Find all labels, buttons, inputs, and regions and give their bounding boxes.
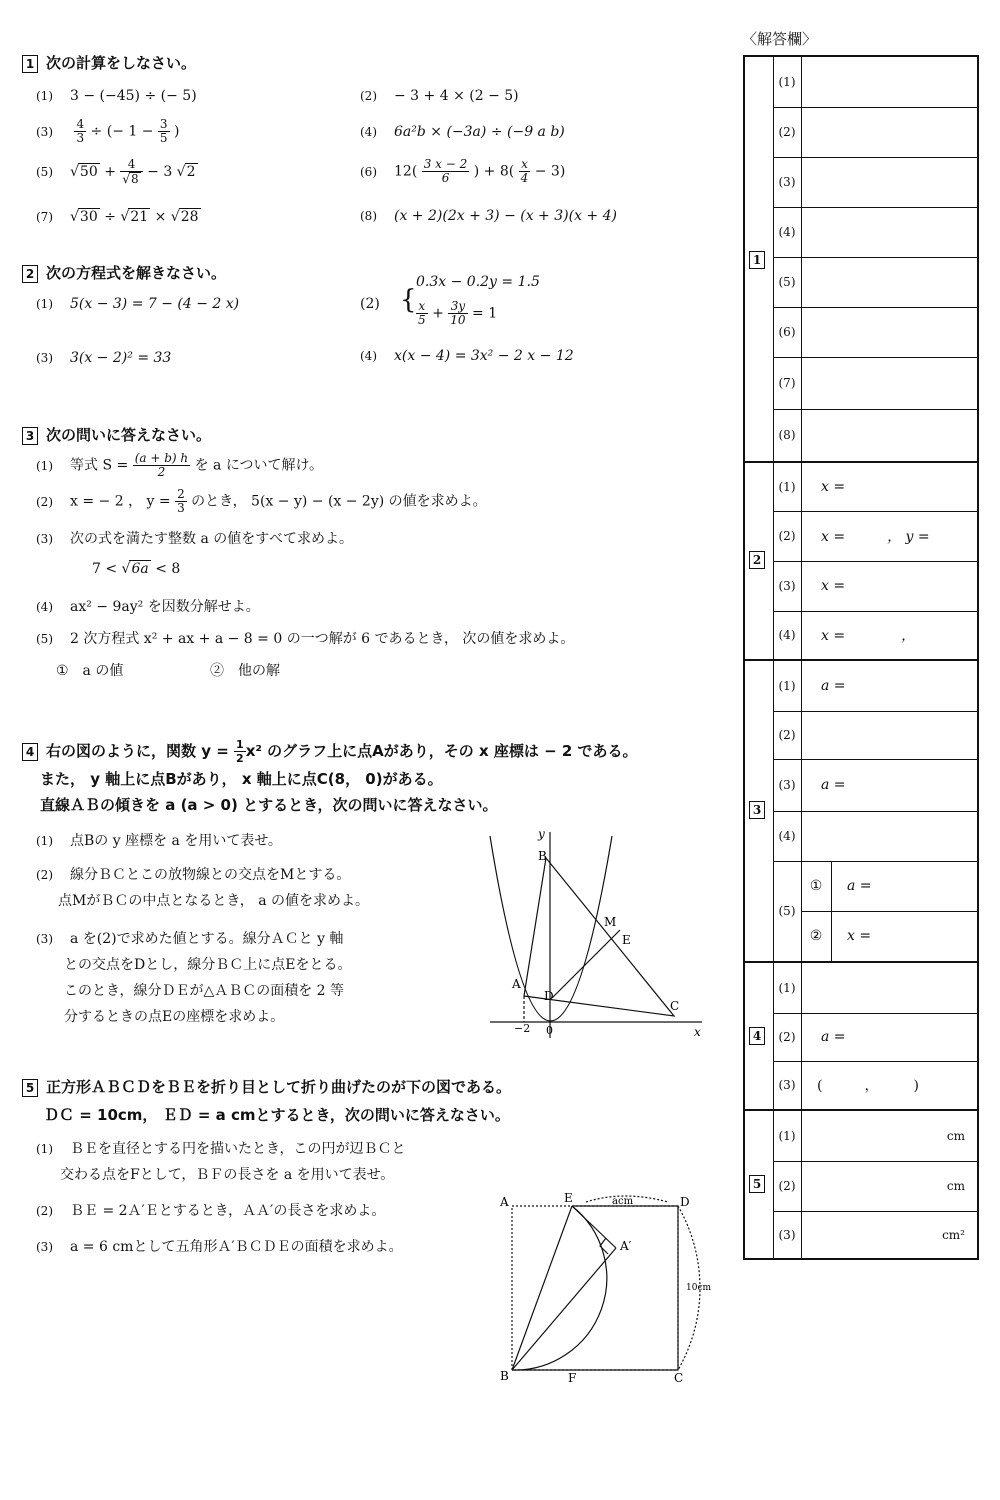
answer-prefix: x = ， — [821, 628, 916, 644]
fraction — [158, 118, 170, 145]
operator: ÷ — [104, 209, 116, 225]
square-edges — [512, 1206, 678, 1370]
answer-block-4 — [745, 963, 977, 1111]
q-number: (5) — [36, 165, 53, 179]
s5-q3 — [36, 1236, 403, 1256]
s1-q2 — [360, 88, 519, 104]
segment-de — [552, 930, 620, 998]
radicand: 8 — [131, 172, 139, 186]
section-3-heading — [22, 424, 211, 445]
q-text: のとき， 5(x − y) − (x − 2y) の値を求めよ。 — [191, 493, 487, 510]
answer-row[interactable] — [773, 257, 977, 308]
row-number: (4) — [778, 628, 796, 642]
fraction — [519, 158, 531, 185]
section-2-heading — [22, 262, 226, 283]
s1-q5: (5) √50 + $\frac{4}{√8}$ − 3 √2 — [36, 157, 196, 186]
s2-q2-number: (2) — [360, 296, 380, 312]
q-number: (1) — [36, 458, 53, 473]
row-number: (1) — [778, 1129, 796, 1143]
label-b: B — [538, 849, 547, 863]
unit-label: cm — [946, 1129, 965, 1143]
s5-line2: ＤＣ = 10cm， ＥＤ = a cmとするとき，次の問いに答えなさい。 — [44, 1106, 510, 1124]
q-number: (1) — [36, 89, 53, 103]
operator: + — [104, 164, 116, 180]
answer-row[interactable] — [773, 57, 977, 108]
answer-row[interactable] — [773, 1111, 977, 1162]
s3-q4 — [36, 596, 260, 616]
answer-row[interactable] — [773, 357, 977, 410]
q-text: < 8 — [155, 561, 181, 577]
q-number: (3) — [36, 351, 53, 365]
s1-q6 — [360, 158, 565, 185]
answer-block-5 — [745, 1111, 977, 1258]
answer-row[interactable] — [773, 611, 977, 659]
row-number: (3) — [778, 1078, 796, 1092]
segment-ba — [512, 1248, 616, 1370]
answer-row[interactable] — [773, 1211, 977, 1258]
s4-q2-line1 — [36, 864, 350, 884]
answer-row-5 — [773, 861, 977, 961]
radicand: 2 — [186, 164, 196, 180]
answer-row[interactable] — [773, 1161, 977, 1212]
answer-block-1 — [745, 57, 977, 463]
s3-q5-choice2: ② 他の解 — [210, 663, 280, 679]
denominator: 10 — [450, 313, 466, 327]
label-origin: 0 — [546, 1024, 553, 1037]
radicand: 6a — [131, 561, 149, 577]
s4-q3-line3: このとき，線分ＤＥが△ＡＢＣの面積を 2 等 — [64, 983, 345, 999]
q-number: (6) — [360, 164, 377, 179]
numerator: (a + b) h — [134, 451, 189, 465]
s4-q3-line2: との交点をDとし，線分ＢＣ上に点Eをとる。 — [64, 957, 352, 973]
section-number-box: 3 — [22, 427, 38, 445]
block-label — [745, 1111, 774, 1258]
numerator: x — [416, 300, 428, 314]
q-text: 5(x − 3) = 7 − (4 − 2 x) — [70, 296, 240, 312]
operator: − 3 — [147, 164, 173, 180]
q-number: (4) — [36, 600, 53, 614]
label-y: y — [538, 827, 545, 841]
denominator: 6 — [441, 171, 450, 185]
answer-row[interactable] — [773, 409, 977, 461]
radicand: 50 — [79, 164, 98, 180]
section-4-heading — [22, 738, 638, 765]
s3-q5 — [36, 628, 574, 648]
q-text: x(x − 4) = 3x² − 2 x − 12 — [394, 348, 574, 364]
q-text: を a について解け。 — [194, 457, 323, 474]
s1-q3 — [36, 118, 179, 145]
q-text: ＢＥを直径とする円を描いたとき，この円が辺ＢＣと — [70, 1141, 406, 1157]
q-text: ÷ (− 1 − — [90, 123, 154, 140]
s2-q3 — [36, 350, 171, 366]
q-text: 等式 S = — [70, 457, 129, 474]
answer-block-2 — [745, 463, 977, 661]
row-number: (2) — [778, 1179, 796, 1193]
q-text: 3 − (−45) ÷ (− 5) — [70, 88, 197, 104]
q-text: 点Bの y 座標を a を用いて表せ。 — [70, 833, 282, 849]
denominator: 2 — [236, 752, 244, 765]
section-text: 右の図のように，関数 y = — [46, 742, 229, 760]
fraction — [448, 300, 467, 327]
denominator: 2 — [157, 465, 166, 479]
answer-row[interactable] — [773, 759, 977, 812]
label-a: A — [512, 977, 521, 991]
row-number: (5) — [778, 904, 796, 918]
label-a-cm: acm — [612, 1196, 634, 1207]
s4-line3: 直線ＡＢの傾きを a (a > 0) とするとき，次の問いに答えなさい。 — [40, 796, 498, 814]
section-title: 正方形ＡＢＣＤをＢＥを折り目として折り曲げたのが下の図である。 — [46, 1078, 512, 1096]
s2-q4 — [360, 348, 574, 364]
numerator: 1 — [236, 738, 244, 751]
answer-prefix: x = — [821, 578, 846, 594]
answer-coordinates: ( ， ) — [817, 1078, 919, 1094]
s4-q1 — [36, 830, 282, 850]
denominator: 5 — [159, 131, 168, 145]
label-e: E — [622, 933, 631, 947]
q-text: ax² − 9ay² を因数分解せよ。 — [70, 599, 260, 615]
section-number-box: 2 — [749, 551, 765, 569]
numerator: 3 — [159, 117, 168, 131]
s2-q2-eq1: 0.3x − 0.2y = 1.5 — [416, 274, 540, 290]
q-text: 3(x − 2)² = 33 — [70, 350, 172, 366]
row-number: (1) — [778, 480, 796, 494]
row-number: (1) — [778, 679, 796, 693]
section-number-box: 4 — [749, 1027, 765, 1045]
numerator: 2 — [177, 487, 185, 501]
row-number: (2) — [778, 529, 796, 543]
fraction — [234, 738, 246, 765]
section-1-heading — [22, 52, 196, 73]
q-text: 6a²b × (−3a) ÷ (−9 a b) — [394, 124, 565, 140]
q-text: ) + 8( — [473, 163, 515, 180]
section-title: 次の計算をしなさい。 — [46, 54, 197, 72]
label-d: D — [544, 989, 554, 1003]
q-text: ＢＥ = 2Ａ′Ｅとするとき，ＡＡ′の長さを求めよ。 — [70, 1203, 386, 1219]
s4-q3-line4: 分するときの点Eの座標を求めよ。 — [64, 1009, 285, 1025]
block-label — [745, 661, 774, 961]
q-number: (1) — [36, 297, 53, 311]
q-text: a を(2)で求めた値とする。線分ＡＣと y 軸 — [70, 931, 344, 947]
answer-prefix: a = — [847, 878, 872, 894]
answer-row[interactable] — [773, 157, 977, 208]
row-number: (3) — [778, 175, 796, 189]
fraction — [175, 488, 187, 515]
numerator: 4 — [120, 158, 142, 172]
q-number: (7) — [36, 210, 53, 224]
section-title: 次の方程式を解きなさい。 — [46, 264, 227, 282]
s4-q2-line2: 点MがＢＣの中点となるとき， a の値を求めよ。 — [58, 893, 370, 909]
operator: × — [154, 209, 167, 225]
section-number-box: 5 — [749, 1175, 765, 1193]
fraction — [422, 158, 470, 185]
s3-q5-choice1: ① a の値 — [56, 663, 124, 679]
q-text: ) — [174, 123, 180, 140]
q-number: (3) — [36, 1240, 53, 1254]
s3-q3-inequality: 7 < √6a < 8 — [92, 561, 181, 577]
q-text: x = − 2 ， y = — [70, 493, 171, 510]
s3-q1 — [36, 452, 323, 479]
row-number: (1) — [778, 75, 796, 89]
q-text: 7 < — [92, 561, 118, 577]
unit-label: cm² — [942, 1227, 965, 1242]
s1-q4 — [360, 124, 565, 140]
q-text: 次の式を満たす整数 a の値をすべて求めよ。 — [70, 531, 353, 547]
denominator: 3 — [177, 501, 185, 515]
operator: + — [432, 305, 444, 322]
choice-1-cell[interactable] — [831, 861, 977, 912]
answer-row[interactable] — [773, 307, 977, 358]
q-text: − 3 + 4 × (2 − 5) — [394, 88, 519, 104]
label-m: M — [604, 915, 617, 929]
row-number: (3) — [778, 579, 796, 593]
answer-sheet — [743, 55, 979, 1260]
answer-row[interactable] — [773, 1061, 977, 1109]
denominator: 3 — [76, 131, 85, 145]
original-square — [512, 1206, 678, 1370]
brace: { — [400, 285, 417, 315]
fraction — [74, 118, 86, 145]
block-label — [745, 57, 774, 461]
q-number: (3) — [36, 532, 53, 546]
row-number: (1) — [778, 981, 796, 995]
answer-row[interactable] — [773, 511, 977, 562]
answer-prefix: a = — [821, 1029, 846, 1045]
q-number: (8) — [360, 209, 377, 223]
block-label — [745, 963, 774, 1109]
q-number: (2) — [36, 868, 53, 882]
denominator: 4 — [520, 171, 529, 185]
q-number: (4) — [360, 125, 377, 139]
s2-q2-eq2 — [416, 300, 497, 327]
row-number: (5) — [778, 275, 796, 289]
s5-q1-line2: 交わる点をFとして，ＢＦの長さを a を用いて表せ。 — [60, 1167, 395, 1183]
answer-prefix: a = — [821, 777, 846, 793]
choice-1-marker: ① — [801, 861, 832, 912]
label-d: D — [680, 1195, 690, 1209]
folded-square-figure — [496, 1190, 716, 1390]
q-text: a = 6 cmとして五角形Ａ′ＢＣＤＥの面積を求めよ。 — [70, 1239, 403, 1255]
section-number-box: 4 — [22, 743, 38, 761]
s3-q3 — [36, 528, 353, 548]
row-number: (2) — [778, 728, 796, 742]
s4-line2: また， y 軸上に点Bがあり， x 軸上に点C(8， 0)がある。 — [40, 770, 443, 788]
q-text: (x + 2)(2x + 3) − (x + 3)(x + 4) — [394, 208, 617, 224]
label-f: F — [568, 1371, 577, 1385]
s5-q2 — [36, 1200, 385, 1220]
answer-row[interactable] — [773, 463, 977, 512]
row-number: (6) — [778, 325, 796, 339]
section-number-box: 3 — [749, 801, 765, 819]
numerator: 3y — [448, 300, 467, 314]
label-minus2: −2 — [514, 1022, 531, 1035]
answer-prefix: x = — [821, 479, 846, 495]
fraction — [120, 158, 142, 186]
numerator: 3 x − 2 — [423, 157, 468, 171]
q-number: (2) — [36, 494, 53, 509]
fraction — [133, 452, 190, 479]
q-text: 線分ＢＣとこの放物線との交点をMとする。 — [70, 867, 351, 883]
numerator: 4 — [76, 117, 85, 131]
answer-block-3 — [745, 661, 977, 963]
label-x: x — [694, 1025, 701, 1039]
row-number: (8) — [778, 428, 796, 442]
row-number: (3) — [778, 778, 796, 792]
answer-row[interactable] — [773, 811, 977, 862]
q-text: = 1 — [472, 305, 498, 322]
answer-sheet-title: 〈解答欄〉 — [742, 30, 818, 48]
fold-line-be — [512, 1206, 572, 1370]
section-number-box: 1 — [749, 251, 765, 269]
answer-row[interactable] — [773, 963, 977, 1014]
s1-q1 — [36, 88, 197, 104]
q-number: (1) — [36, 1142, 53, 1156]
fraction — [416, 300, 428, 327]
row-number: (4) — [778, 225, 796, 239]
label-e: E — [564, 1191, 573, 1205]
label-c: C — [670, 999, 680, 1013]
section-5-heading — [22, 1076, 511, 1097]
q-number: (3) — [36, 932, 53, 946]
row-number: (7) — [778, 376, 796, 390]
label-10cm: 10cm — [686, 1283, 712, 1293]
s1-q7: (7) √30 ÷ √21 × √28 — [36, 209, 199, 225]
answer-row[interactable] — [773, 711, 977, 760]
s1-q8 — [360, 208, 617, 224]
answer-row[interactable] — [773, 661, 977, 712]
radicand: 28 — [180, 209, 199, 225]
q-number: (4) — [360, 349, 377, 363]
label-a-prime: A′ — [620, 1239, 632, 1253]
q-number: (2) — [36, 1204, 53, 1218]
q-number: (2) — [360, 89, 377, 103]
s2-q1 — [36, 296, 239, 312]
section-number-box: 5 — [22, 1079, 38, 1097]
semicircle-arc — [512, 1206, 607, 1370]
choice-2-cell[interactable] — [831, 911, 977, 961]
row-number: (4) — [778, 829, 796, 843]
answer-row[interactable] — [773, 561, 977, 612]
section-text: x² のグラフ上に点Aがあり，その x 座標は − 2 である。 — [245, 742, 638, 760]
answer-row[interactable] — [773, 1013, 977, 1062]
radicand: 30 — [79, 209, 98, 225]
answer-row[interactable] — [773, 107, 977, 158]
q-number: (1) — [36, 834, 53, 848]
label-c: C — [674, 1371, 684, 1385]
radicand: 21 — [130, 209, 149, 225]
section-number-box: 1 — [22, 55, 38, 73]
q-number: (5) — [36, 632, 53, 646]
row-number: (2) — [778, 1030, 796, 1044]
q-number: (3) — [36, 124, 53, 139]
label-b: B — [500, 1369, 509, 1383]
parabola-figure — [480, 826, 710, 1042]
answer-prefix: a = — [821, 678, 846, 694]
unit-label: cm — [946, 1179, 965, 1193]
row-number: (2) — [778, 125, 796, 139]
s4-q3-line1 — [36, 928, 343, 948]
s3-q2 — [36, 488, 487, 515]
q-text: 2 次方程式 x² + ax + a − 8 = 0 の一つ解が 6 であるとき， 次の値を求めよ。 — [70, 631, 575, 647]
answer-prefix: x = — [847, 928, 872, 944]
choice-2-marker: ② — [801, 911, 832, 961]
q-text: − 3) — [534, 163, 566, 180]
row-number: (3) — [778, 1227, 796, 1242]
numerator: x — [519, 158, 531, 172]
answer-row[interactable] — [773, 207, 977, 258]
answer-prefix: x = ， y = — [821, 529, 930, 545]
section-number-box: 2 — [22, 265, 38, 283]
block-label — [745, 463, 774, 659]
section-title: 次の問いに答えなさい。 — [46, 426, 212, 444]
q-text: 12( — [394, 163, 418, 180]
denominator: √8 — [122, 172, 139, 186]
label-a: A — [500, 1195, 509, 1209]
denominator: 5 — [418, 313, 426, 327]
s5-q1-line1 — [36, 1138, 405, 1158]
